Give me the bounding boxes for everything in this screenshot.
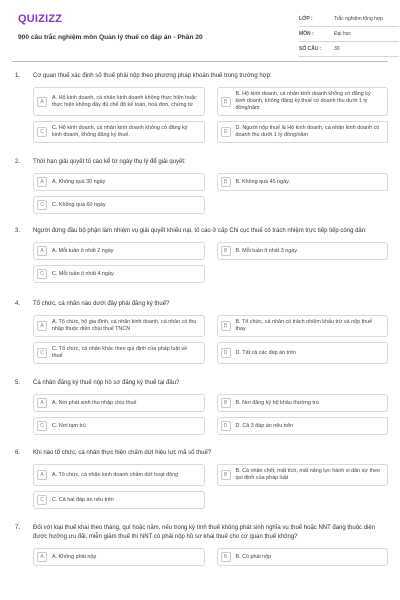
option-text: C. Tổ chức, cá nhân khác theo qui định của pháp luật về thuế <box>52 346 188 359</box>
answer-options <box>12 464 388 509</box>
answer-option[interactable] <box>217 242 389 260</box>
question-item <box>12 227 388 283</box>
question-number: 4. <box>15 301 21 307</box>
answer-option[interactable] <box>33 548 205 566</box>
question-item <box>12 449 388 509</box>
question-number: 7. <box>15 525 21 531</box>
meta-table <box>299 12 399 57</box>
option-text: D. Cả 3 đáp án nêu trên <box>235 422 294 429</box>
option-letter-box: D <box>221 421 231 431</box>
answer-option[interactable] <box>33 315 205 337</box>
option-letter-box: C <box>37 421 47 431</box>
option-text: C. Nơi tạm trú <box>52 422 86 429</box>
worksheet-header <box>12 0 388 62</box>
question-text: Khi nào tổ chức, cá nhân thực hiện chấm dứt hiệu lực mã số thuế? <box>33 450 212 456</box>
option-letter-box: B <box>221 398 231 408</box>
option-letter-box: B <box>221 97 231 107</box>
question-text: Cá nhân đăng ký thuế nộp hồ sơ đăng ký thuế tại đâu? <box>33 380 180 386</box>
option-text: B. Không quá 45 ngày. <box>235 178 290 185</box>
answer-option[interactable] <box>33 87 205 116</box>
option-text: A. Không phải nộp <box>52 553 97 560</box>
option-text: B. Mỗi tuần ít nhất 3 ngày. <box>235 247 299 254</box>
answer-option[interactable] <box>217 394 389 412</box>
question-stem <box>12 227 388 236</box>
question-item <box>12 379 388 435</box>
quizizz-logo: QUIZIZZ <box>18 13 63 25</box>
option-text: A. Tổ chức, cá nhân kinh doanh chấm dứt hoạt động <box>52 471 179 478</box>
option-letter-box: B <box>221 246 231 256</box>
answer-option[interactable] <box>217 417 389 435</box>
answer-option[interactable] <box>33 242 205 260</box>
meta-row-count <box>299 42 399 57</box>
answer-option[interactable] <box>217 548 389 566</box>
option-letter-box: A <box>37 470 47 480</box>
question-number: 2. <box>15 159 21 165</box>
answer-option[interactable] <box>33 417 205 435</box>
answer-option[interactable] <box>33 394 205 412</box>
option-text: C. Không quá 60 ngày <box>52 201 106 208</box>
question-number: 3. <box>15 228 21 234</box>
question-stem <box>12 72 388 81</box>
meta-value: Trắc nghiệm tổng hợp <box>334 16 383 22</box>
option-letter-box: D <box>221 348 231 358</box>
option-letter-box: C <box>37 200 47 210</box>
question-text: Đối với loại thuế khai theo tháng, quí hoặc năm, nếu trong kỳ tính thuế không phát sinh nghĩa vụ thuế hoặc NNT đang thuộc diện được hưởng ưu đãi, miễn giảm thuế thì NNT có phải nộp hồ sơ khai thuế cho cơ quan thuế không? <box>33 525 376 540</box>
answer-options <box>12 242 388 283</box>
question-stem <box>12 158 388 167</box>
question-text: Người đứng đầu bộ phận làm nhiệm vụ giải quyết khiếu nại, tố cáo ở cấp Chi cục thuế có trách nhiệm trực tiếp tiếp công dân: <box>33 228 367 234</box>
question-number: 6. <box>15 450 21 456</box>
option-letter-box: A <box>37 552 47 562</box>
question-list <box>12 72 388 580</box>
option-text: C. Mỗi tuần ít nhất 4 ngày. <box>52 270 115 277</box>
question-stem <box>12 524 388 542</box>
answer-option[interactable] <box>33 265 205 283</box>
question-text: Thời hạn giải quyết tố cáo kể từ ngày thụ lý để giải quyết: <box>33 159 186 165</box>
answer-option[interactable] <box>33 121 205 143</box>
option-text: A. Tổ chức, hộ gia đình, cá nhân kinh doanh, cá nhân có thu nhập thuộc diện chịu thuế TNCN <box>52 319 197 332</box>
option-text: D. Người nộp thuế là Hộ kinh doanh, cá nhân kinh doanh có doanh thu dưới 1 tỷ đồng/năm <box>235 125 380 138</box>
question-item <box>12 300 388 364</box>
question-text: Tổ chức, cá nhân nào dưới đây phải đăng ký thuế? <box>33 301 170 307</box>
option-text: D. Tất cả các đáp án trên <box>235 349 296 356</box>
option-letter-box: D <box>221 127 231 137</box>
question-item <box>12 158 388 214</box>
answer-option[interactable] <box>33 196 205 214</box>
option-letter-box: B <box>221 177 231 187</box>
question-stem <box>12 300 388 309</box>
question-item <box>12 72 388 143</box>
question-stem <box>12 379 388 388</box>
question-item <box>12 524 388 566</box>
option-letter-box: A <box>37 398 47 408</box>
option-text: B. Tổ chức, cá nhân có trách nhiệm khấu trừ và nộp thuế thay <box>235 319 373 332</box>
option-letter-box: C <box>37 269 47 279</box>
option-letter-box: A <box>37 97 47 107</box>
meta-key: MÔN : <box>299 31 314 37</box>
option-letter-box: B <box>221 552 231 562</box>
option-letter-box: A <box>37 321 47 331</box>
option-text: A. Không quá 30 ngày <box>52 178 106 185</box>
question-stem <box>12 449 388 458</box>
answer-options <box>12 394 388 435</box>
page-title: 900 câu trắc nghiệm môn Quản lý thuế có đáp án - Phần 20 <box>18 34 203 41</box>
question-number: 1. <box>15 73 21 79</box>
option-text: B. Có phải nộp <box>235 553 272 560</box>
meta-key: SỐ CÂU : <box>299 46 322 52</box>
meta-key: LỚP : <box>299 16 313 22</box>
option-letter-box: A <box>37 177 47 187</box>
meta-value: Đại học <box>334 31 351 37</box>
answer-option[interactable] <box>33 464 205 486</box>
answer-option[interactable] <box>217 315 389 337</box>
answer-options <box>12 548 388 566</box>
option-text: A. Mỗi tuần ít nhất 2 ngày <box>52 247 114 254</box>
answer-option[interactable] <box>33 173 205 191</box>
option-text: A. Hộ kinh doanh, cá nhân kinh doanh không thực hiện hoặc thực hiện không đầy đủ chế độ kế toán, hoá đơn, chứng từ <box>52 94 197 108</box>
option-letter-box: A <box>37 246 47 256</box>
option-letter-box: B <box>221 321 231 331</box>
answer-option[interactable] <box>217 464 389 486</box>
option-text: B. Hộ kinh doanh, cá nhân kinh doanh không có đăng ký kinh doanh, không đăng ký thuế có doanh thu dưới 1 tỷ đồng/năm <box>235 91 371 111</box>
option-text: C. Hộ kinh doanh, cá nhân kinh doanh không có đăng ký kinh doanh, không đăng ký thuế. <box>52 125 188 138</box>
option-letter-box: C <box>37 127 47 137</box>
answer-options <box>12 87 388 143</box>
answer-option[interactable] <box>217 87 389 116</box>
option-letter-box: B <box>221 470 231 480</box>
meta-row-class <box>299 12 399 27</box>
option-text: C. Cả hai đáp án nêu trên <box>52 496 114 503</box>
option-letter-box: C <box>37 495 47 505</box>
option-letter-box: C <box>37 348 47 358</box>
answer-options <box>12 315 388 364</box>
option-text: A. Nơi phát sinh thu nhập chịu thuế <box>52 399 137 406</box>
answer-option[interactable] <box>217 173 389 191</box>
answer-option[interactable] <box>217 342 389 364</box>
answer-option[interactable] <box>33 342 205 364</box>
answer-option[interactable] <box>33 491 205 509</box>
answer-option[interactable] <box>217 121 389 143</box>
question-text: Cơ quan thuế xác định số thuế phải nộp theo phương pháp khoán thuế trong trường hợp: <box>33 73 272 79</box>
meta-row-subject <box>299 27 399 42</box>
meta-value: 30 <box>334 46 340 52</box>
option-text: B. Nơi đăng ký hộ khẩu thường trú <box>235 399 319 406</box>
option-text: B. Cá nhân chết, mất tích, mất năng lực hành vi dân sự theo qui định của pháp luật <box>235 468 380 481</box>
answer-options <box>12 173 388 214</box>
question-number: 5. <box>15 380 21 386</box>
